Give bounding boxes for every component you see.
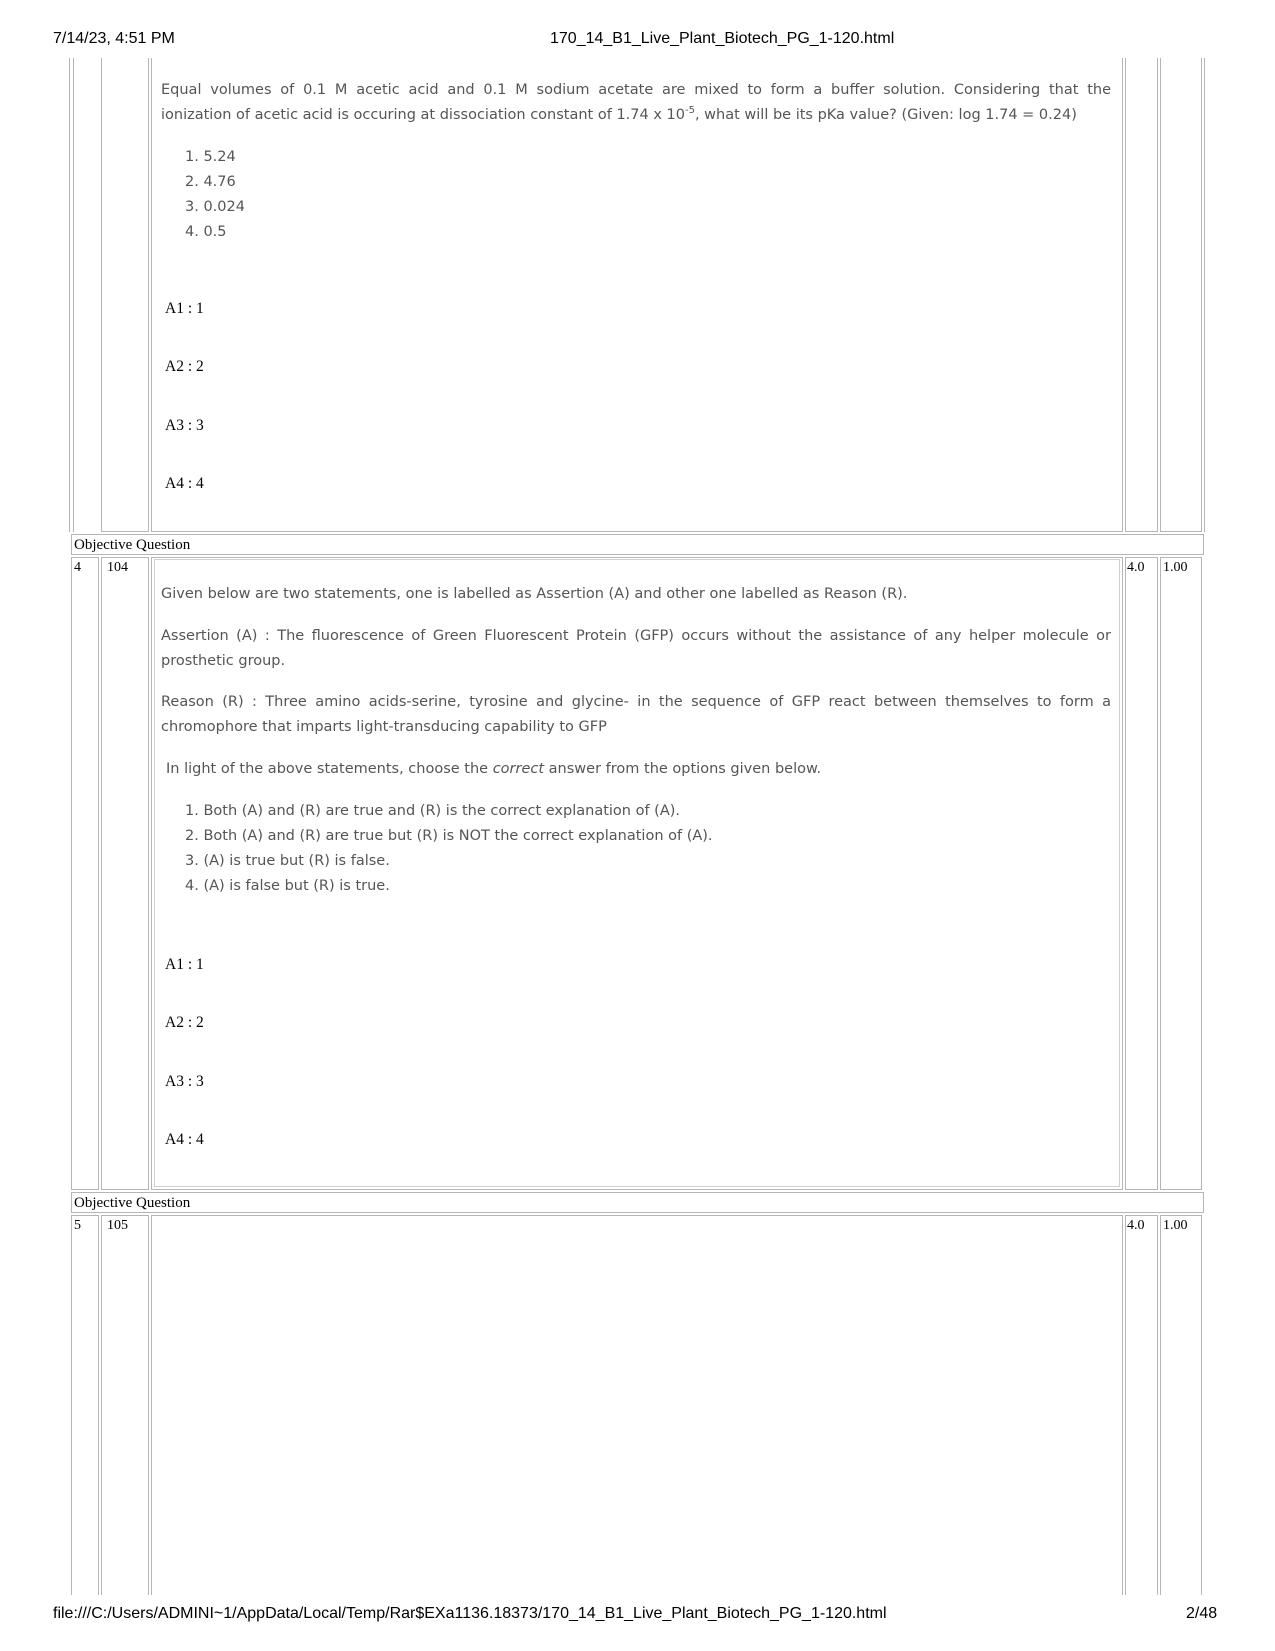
answer-key: A4 : 4 — [165, 1131, 204, 1148]
negative-cell — [1160, 58, 1202, 532]
marks-cell — [1125, 1215, 1158, 1595]
reason-line: chromophore that imparts light-transducing capability to GFP — [161, 719, 607, 735]
option-item: 1. 5.24 — [185, 149, 236, 165]
section-label-row — [71, 534, 1204, 555]
question-id: 105 — [107, 1218, 128, 1233]
section-label: Objective Question — [74, 537, 191, 553]
question-text-line: ionization of acetic acid is occuring at dissociation constant of 1.74 x $10^{-5}$, what will be its pKa value? (Given: log 1.74 = 0.24) — [161, 105, 1077, 123]
question-intro: Given below are two statements, one is labelled as Assertion (A) and other one labelled as Reason (R). — [161, 586, 908, 602]
qid-cell — [101, 557, 149, 1190]
question-cell — [151, 58, 1123, 532]
sno-cell — [101, 58, 149, 532]
document-title: 170_14_B1_Live_Plant_Biotech_PG_1-120.html — [550, 30, 895, 47]
answer-key: A1 : 1 — [165, 956, 204, 973]
reason-line: Reason (R) : Three amino acids-serine, tyrosine and glycine- in the sequence of GFP react between themselves to form a — [161, 694, 1111, 710]
answer-key: A2 : 2 — [165, 358, 204, 375]
option-item: 3. 0.024 — [185, 199, 245, 215]
serial-number: 5 — [74, 1218, 81, 1233]
print-datetime: 7/14/23, 4:51 PM — [53, 30, 175, 47]
section-label: Objective Question — [74, 1195, 191, 1211]
marks-cell — [1125, 58, 1158, 532]
answer-key: A2 : 2 — [165, 1014, 204, 1031]
question-cell — [151, 1215, 1123, 1595]
option-item: 4. 0.5 — [185, 224, 227, 240]
negative-marks: 1.00 — [1163, 560, 1188, 575]
option-item: 4. (A) is false but (R) is true. — [185, 878, 390, 894]
answer-key: A3 : 3 — [165, 1073, 204, 1090]
assertion-line: Assertion (A) : The fluorescence of Green Fluorescent Protein (GFP) occurs without the assistance of any helper molecule or — [161, 628, 1111, 644]
marks-cell — [1125, 557, 1158, 1190]
instruction-text: In light of the above statements, choose the correct answer from the options given below. — [166, 761, 822, 777]
qid-cell — [101, 1215, 149, 1595]
file-path: file:///C:/Users/ADMINI~1/AppData/Local/Temp/Rar$EXa1136.18373/170_14_B1_Live_Plant_Biotech_PG_1-120.html — [53, 1605, 887, 1622]
section-label-row — [71, 1192, 1204, 1213]
negative-cell — [1160, 1215, 1202, 1595]
negative-cell — [1160, 557, 1202, 1190]
sno-cell — [71, 1215, 99, 1595]
question-id: 104 — [107, 560, 128, 575]
serial-number: 4 — [74, 560, 81, 575]
option-item: 2. Both (A) and (R) are true but (R) is NOT the correct explanation of (A). — [185, 828, 713, 844]
option-item: 2. 4.76 — [185, 174, 236, 190]
answer-key: A4 : 4 — [165, 475, 204, 492]
option-item: 1. Both (A) and (R) are true and (R) is the correct explanation of (A). — [185, 803, 681, 819]
negative-marks: 1.00 — [1163, 1218, 1188, 1233]
marks: 4.0 — [1127, 560, 1145, 575]
answer-key: A3 : 3 — [165, 417, 204, 434]
question-text-line: Equal volumes of 0.1 M acetic acid and 0.1 M sodium acetate are mixed to form a buffer solution. Considering that the — [161, 82, 1111, 98]
option-item: 3. (A) is true but (R) is false. — [185, 853, 390, 869]
sno-cell — [71, 557, 99, 1190]
page-number: 2/48 — [1186, 1605, 1218, 1622]
assertion-line: prosthetic group. — [161, 653, 286, 669]
answer-key: A1 : 1 — [165, 300, 204, 317]
marks: 4.0 — [1127, 1218, 1145, 1233]
